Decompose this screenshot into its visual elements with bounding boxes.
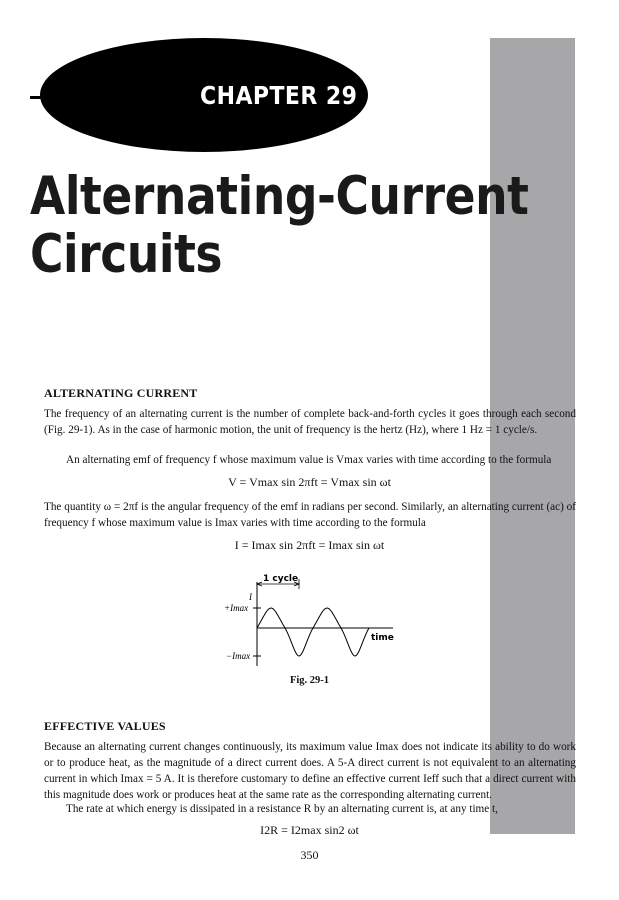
neg-imax-label: −Imax	[226, 651, 251, 661]
chapter-title-line1: Alternating-Current	[30, 166, 529, 227]
paragraph-emf: An alternating emf of frequency f whose maximum value is Vmax varies with time according to the formula	[66, 454, 552, 466]
chapter-title	[30, 168, 529, 284]
paragraph-effective-values: Because an alternating current changes continuously, its maximum value Imax does not indicate its ability to do work or to produce heat, as the magnitude of a direct current does. A 5-A direct current is not equivalent to an alternating current in which Imax = 5 A. It is therefore customary to define an effective current Ieff such that a direct current with this magnitude does work or produces heat at the same rate as the corresponding alternating current.	[44, 741, 576, 801]
page-number: 350	[300, 848, 319, 862]
pos-imax-label: +Imax	[224, 603, 249, 613]
figure-caption: Fig. 29-1	[289, 675, 330, 686]
paragraph-angular-frequency: The quantity ω = 2πf is the angular frequency of the emf in radians per second. Similarly, an alternating current (ac) of frequency f whose maximum value is Imax varies with time according to the formula	[44, 501, 576, 529]
chapter-title-line2: Circuits	[30, 224, 223, 285]
equation-voltage: V = Vmax sin 2πft = Vmax sin ωt	[228, 475, 391, 489]
sine-wave-plot	[215, 570, 400, 670]
sine-curve	[257, 608, 369, 656]
cycle-label: 1 cycle	[263, 574, 299, 584]
section-heading-effective-values: EFFECTIVE VALUES	[44, 719, 166, 733]
paragraph-rate-of-energy: The rate at which energy is dissipated in a resistance R by an alternating current is, at any time t,	[66, 803, 498, 815]
equation-current: I = Imax sin 2πft = Imax sin ωt	[234, 538, 385, 552]
axis-label-i: I	[249, 592, 252, 602]
section-heading-alternating-current: ALTERNATING CURRENT	[44, 386, 198, 400]
time-label: time	[371, 633, 394, 643]
paragraph-frequency: The frequency of an alternating current is the number of complete back-and-forth cycles it goes through each second (Fig. 29-1). As in the case of harmonic motion, the unit of frequency is the hertz (Hz), where 1 Hz = 1 cycle/s.	[44, 408, 576, 436]
figure-sine-wave	[215, 570, 400, 670]
equation-power: I2R = I2max sin2 ωt	[260, 823, 359, 837]
chapter-label: CHAPTER 29	[200, 81, 358, 110]
